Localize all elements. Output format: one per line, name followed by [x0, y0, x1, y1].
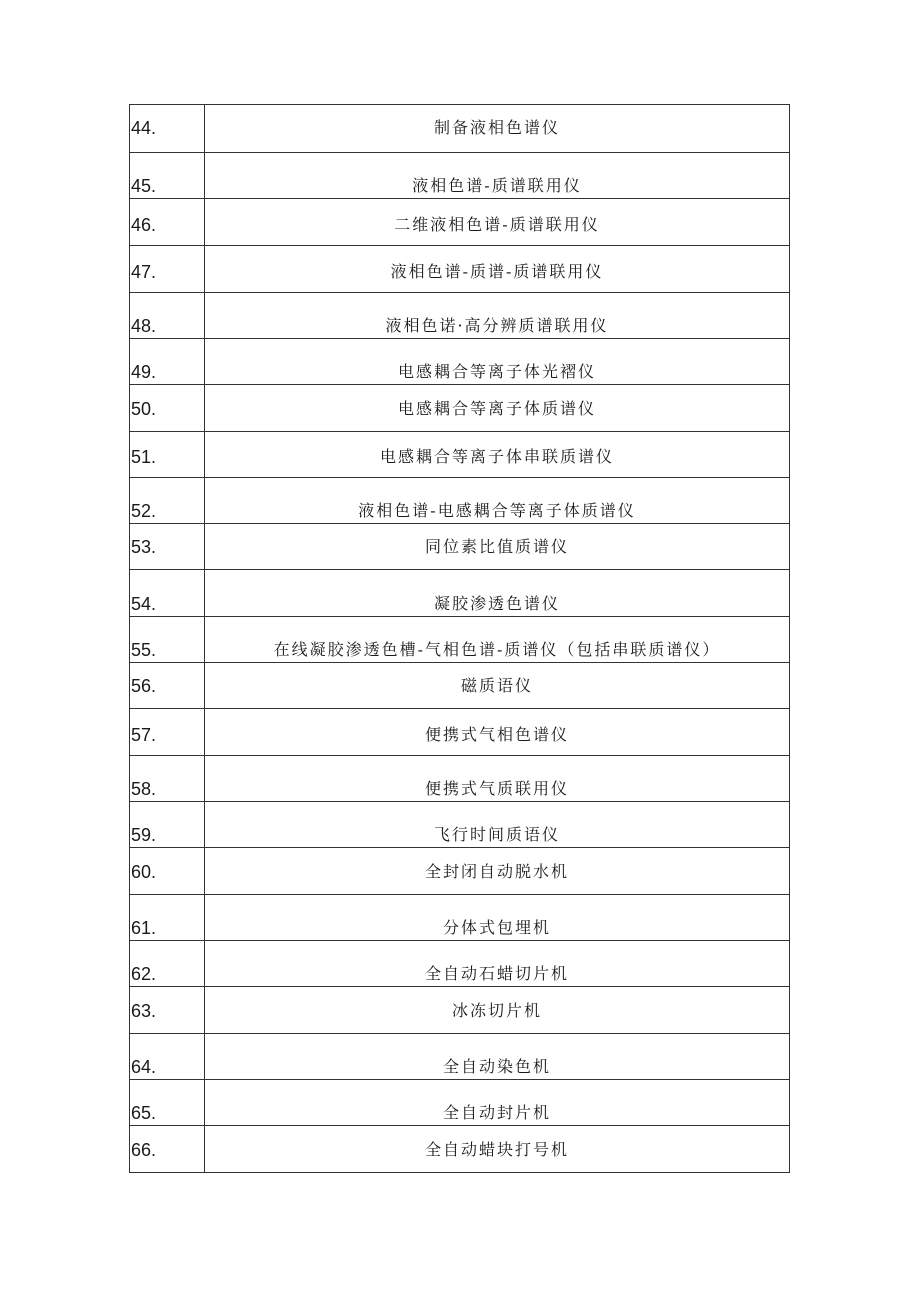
row-name: 液相色诺·高分辨质谱联用仪 — [205, 293, 790, 339]
row-number: 57. — [130, 709, 205, 756]
row-name: 电感耦合等离子体质谱仪 — [205, 385, 790, 432]
table-row — [130, 802, 790, 848]
row-number: 45. — [130, 153, 205, 199]
row-number: 65. — [130, 1080, 205, 1126]
row-number: 66. — [130, 1126, 205, 1173]
table-row — [130, 709, 790, 756]
row-name: 电感耦合等离子体光褶仪 — [205, 339, 790, 385]
row-number: 53. — [130, 524, 205, 570]
table-row — [130, 524, 790, 570]
row-name: 便携式气相色谱仪 — [205, 709, 790, 756]
row-number: 62. — [130, 941, 205, 987]
table-row — [130, 663, 790, 709]
table-row — [130, 895, 790, 941]
table-row — [130, 153, 790, 199]
row-number: 44. — [130, 105, 205, 153]
row-name: 冰冻切片机 — [205, 987, 790, 1034]
table-row — [130, 848, 790, 895]
table-row — [130, 385, 790, 432]
table-row — [130, 339, 790, 385]
row-number: 64. — [130, 1034, 205, 1080]
row-number: 51. — [130, 432, 205, 478]
row-name: 在线凝胶渗透色槽-气相色谱-质谱仪（包括串联质谱仪） — [205, 617, 790, 663]
row-name: 制备液相色谱仪 — [205, 105, 790, 153]
row-number: 60. — [130, 848, 205, 895]
row-name: 磁质语仪 — [205, 663, 790, 709]
table-row — [130, 570, 790, 617]
equipment-table — [129, 104, 790, 1173]
row-number: 54. — [130, 570, 205, 617]
table-row — [130, 941, 790, 987]
table-row — [130, 432, 790, 478]
row-number: 59. — [130, 802, 205, 848]
row-name: 液相色谱-质谱-质谱联用仪 — [205, 246, 790, 293]
table-row — [130, 246, 790, 293]
row-number: 61. — [130, 895, 205, 941]
table-row — [130, 478, 790, 524]
row-number: 55. — [130, 617, 205, 663]
row-number: 46. — [130, 199, 205, 246]
row-name: 同位素比值质谱仪 — [205, 524, 790, 570]
row-name: 飞行时间质语仪 — [205, 802, 790, 848]
row-name: 液相色谱-电感耦合等离子体质谱仪 — [205, 478, 790, 524]
row-number: 52. — [130, 478, 205, 524]
row-name: 全自动封片机 — [205, 1080, 790, 1126]
row-name: 全自动石蜡切片机 — [205, 941, 790, 987]
row-name: 凝胶渗透色谱仪 — [205, 570, 790, 617]
table-row — [130, 199, 790, 246]
row-name: 液相色谱-质谱联用仪 — [205, 153, 790, 199]
table-row — [130, 1034, 790, 1080]
row-name: 二维液相色谱-质谱联用仪 — [205, 199, 790, 246]
row-number: 56. — [130, 663, 205, 709]
row-number: 49. — [130, 339, 205, 385]
row-name: 全自动蜡块打号机 — [205, 1126, 790, 1173]
row-number: 50. — [130, 385, 205, 432]
table-row — [130, 617, 790, 663]
row-number: 63. — [130, 987, 205, 1034]
table-row — [130, 756, 790, 802]
row-number: 48. — [130, 293, 205, 339]
row-number: 47. — [130, 246, 205, 293]
row-number: 58. — [130, 756, 205, 802]
table-row — [130, 1080, 790, 1126]
table-row — [130, 987, 790, 1034]
table-row — [130, 105, 790, 153]
row-name: 便携式气质联用仪 — [205, 756, 790, 802]
table-row — [130, 293, 790, 339]
row-name: 电感耦合等离子体串联质谱仪 — [205, 432, 790, 478]
row-name: 全封闭自动脱水机 — [205, 848, 790, 895]
row-name: 分体式包埋机 — [205, 895, 790, 941]
table-row — [130, 1126, 790, 1173]
row-name: 全自动染色机 — [205, 1034, 790, 1080]
